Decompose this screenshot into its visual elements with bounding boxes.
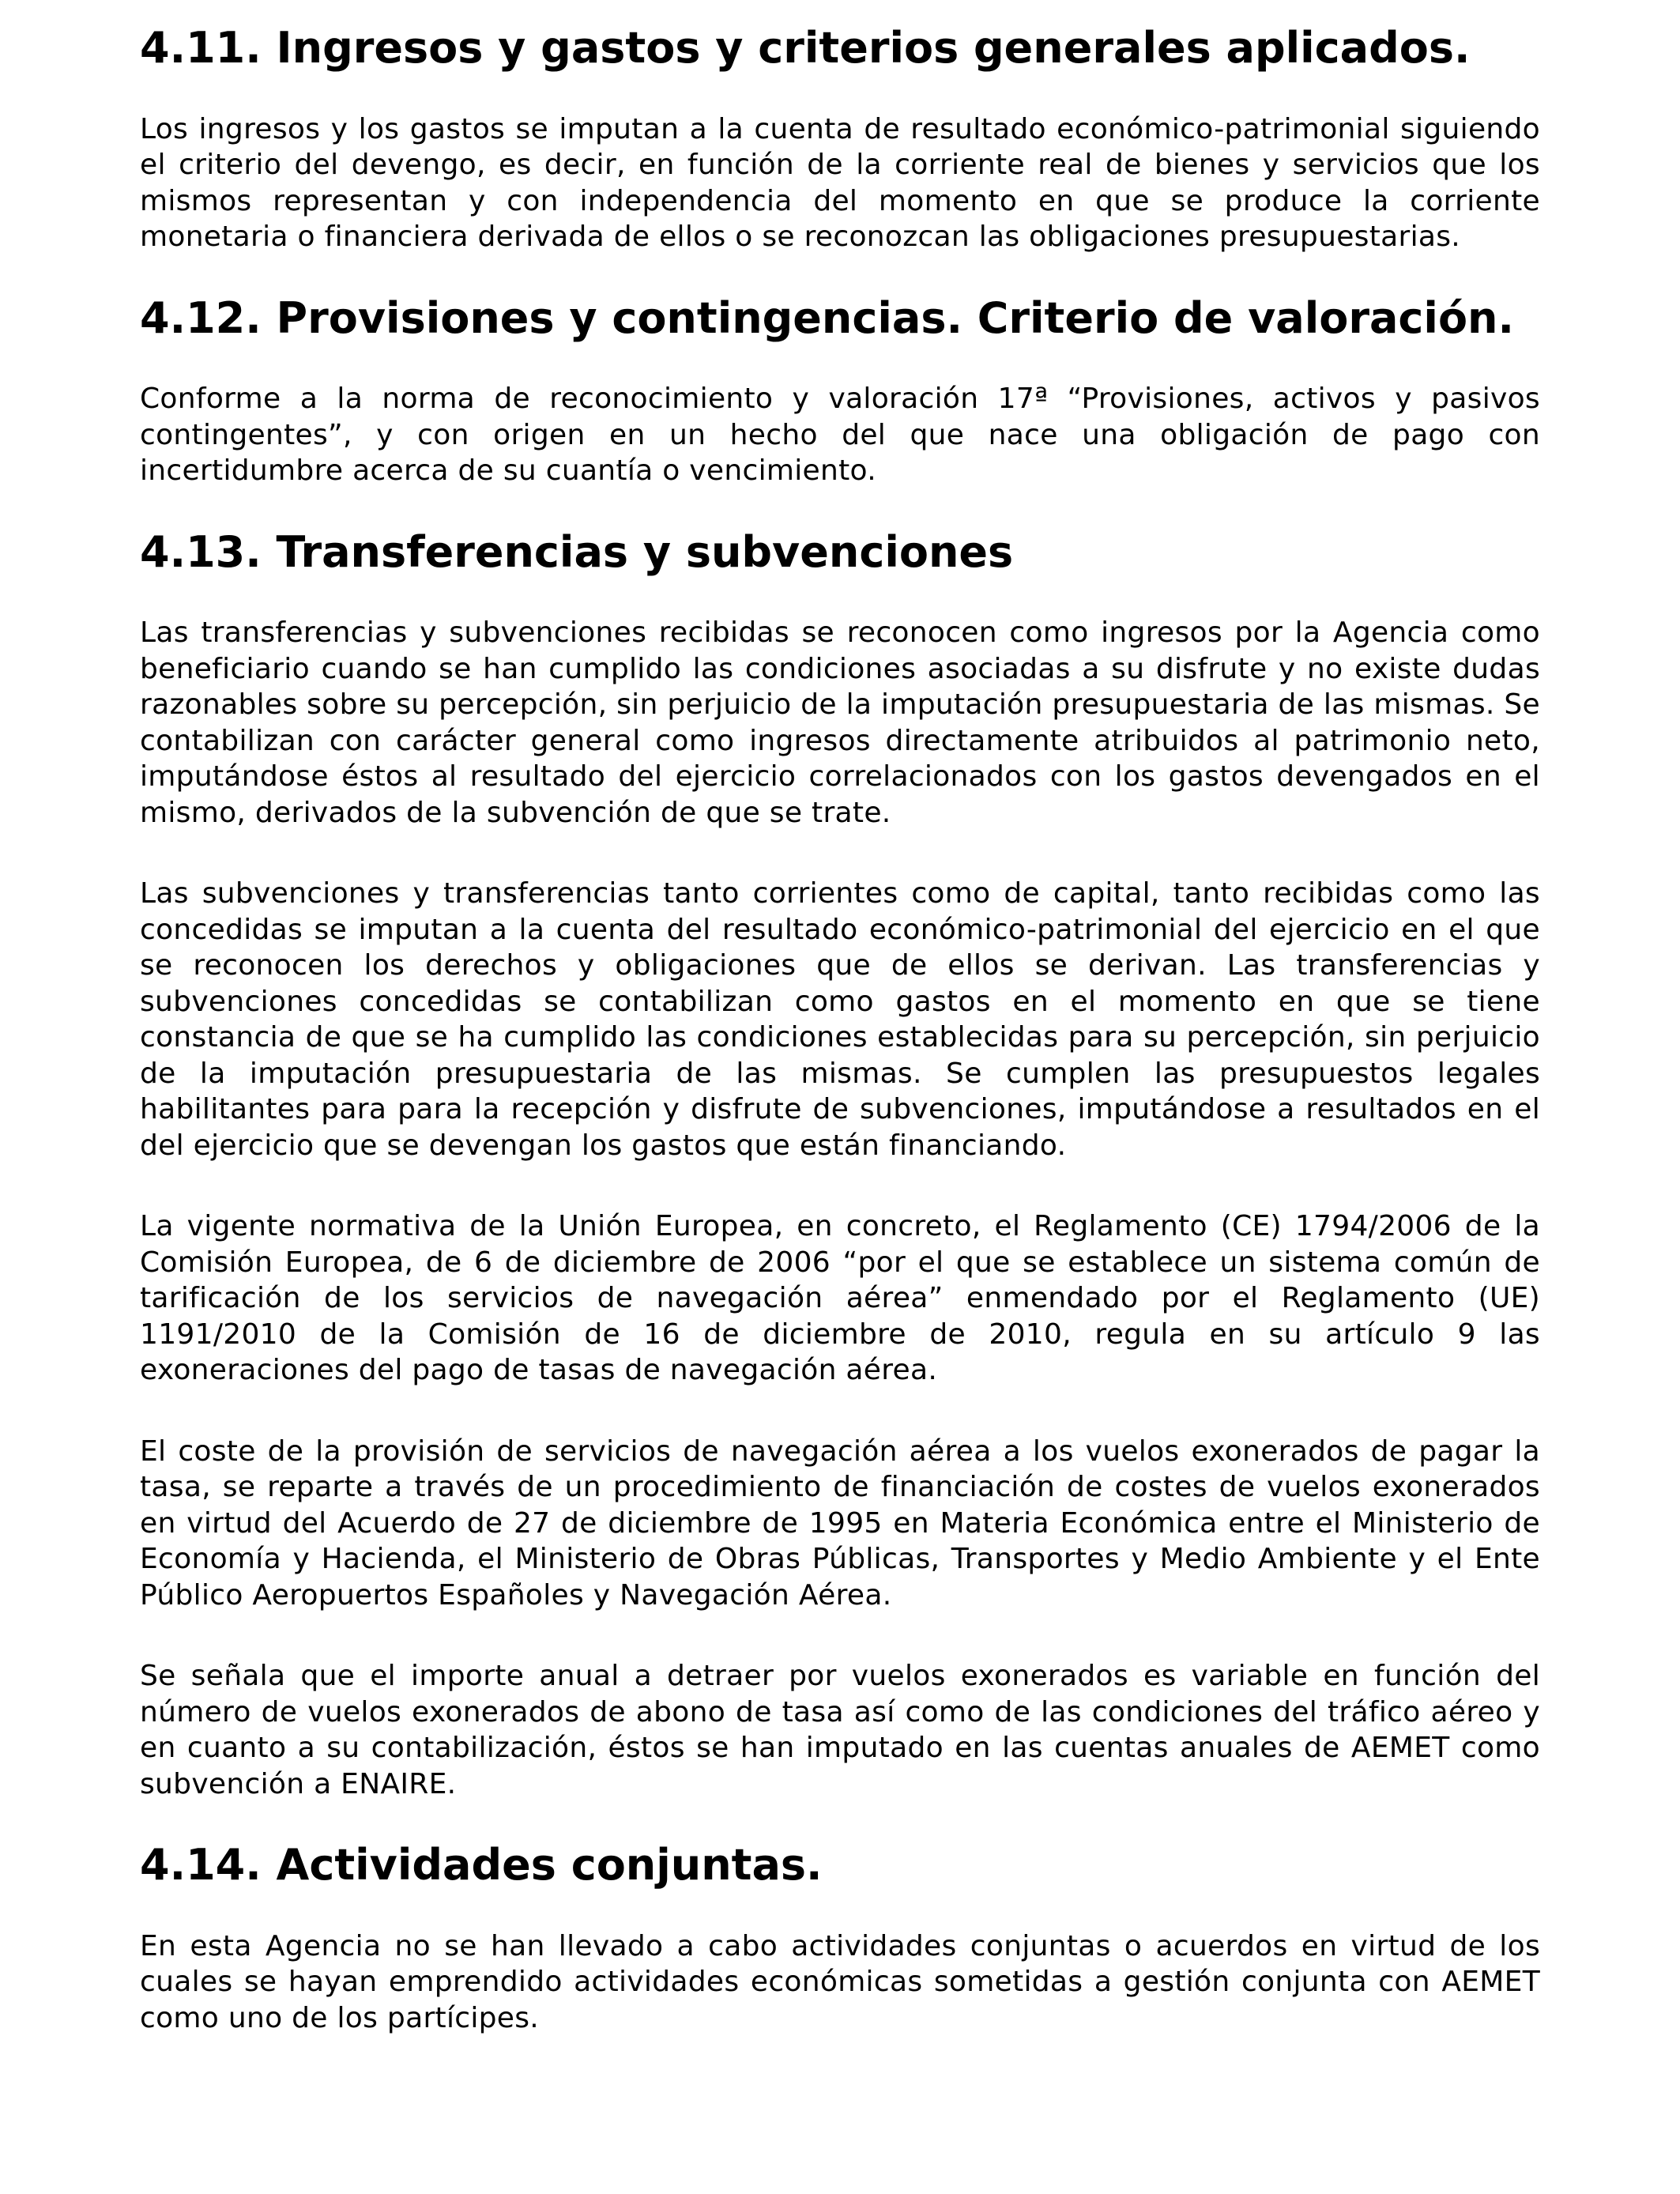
section-heading-4-14: 4.14. Actividades conjuntas. [140, 1840, 823, 1890]
paragraph-4-11-1: Los ingresos y los gastos se imputan a la cuenta de resultado económico-patrimonial siguiendo el criterio del devengo, es decir, en función de la corriente real de bienes y servicios que los mismos representan y con independencia del momento en que se produce la corriente monetaria o financiera derivada de ellos o se reconozcan las obligaciones presupuestarias. [140, 112, 1540, 253]
document-page [140, 23, 1540, 2036]
paragraph-4-12-1: Conforme a la norma de reconocimiento y valoración 17ª “Provisiones, activos y pasivos contingentes”, y con origen en un hecho del que nace una obligación de pago con incertidumbre acerca de su cuantía o vencimiento. [140, 383, 1540, 487]
paragraph-4-13-4: El coste de la provisión de servicios de navegación aérea a los vuelos exonerados de pagar la tasa, se reparte a través de un procedimiento de financiación de costes de vuelos exonerados en virtud del Acuerdo de 27 de diciembre de 1995 en Materia Económica entre el Ministerio de Economía y Hacienda, el Ministerio de Obras Públicas, Transportes y Medio Ambiente y el Ente Público Aeropuertos Españoles y Navegación Aérea. [140, 1434, 1540, 1612]
paragraph-4-13-3: La vigente normativa de la Unión Europea, en concreto, el Reglamento (CE) 1794/2006 de la Comisión Europea, de 6 de diciembre de 2006 “por el que se establece un sistema común de tarificación de los servicios de navegación aérea” enmendado por el Reglamento (UE) 1191/2010 de la Comisión de 16 de diciembre de 2010, regula en su artículo 9 las exoneraciones del pago de tasas de navegación aérea. [140, 1210, 1540, 1386]
paragraph-4-14-1: En esta Agencia no se han llevado a cabo actividades conjuntas o acuerdos en virtud de los cuales se hayan emprendido actividades económicas sometidas a gestión conjunta con AEMET como uno de los partícipes. [140, 1929, 1540, 2034]
section-heading-4-13: 4.13. Transferencias y subvenciones [140, 526, 1014, 577]
paragraph-4-13-5: Se señala que el importe anual a detraer por vuelos exonerados es variable en función del número de vuelos exonerados de abono de tasa así como de las condiciones del tráfico aéreo y en cuanto a su contabilización, éstos se han imputado en las cuentas anuales de AEMET como subvención a ENAIRE. [140, 1660, 1540, 1800]
paragraph-4-13-2: Las subvenciones y transferencias tanto corrientes como de capital, tanto recibidas como las concedidas se imputan a la cuenta del resultado económico-patrimonial del ejercicio en el que se reconocen los derechos y obligaciones que de ellos se derivan. Las transferencias y subvenciones concedidas se contabilizan como gastos en el momento en que se tiene constancia de que se ha cumplido las condiciones establecidas para su percepción, sin perjuicio de la imputación presupuestaria de las mismas. Se cumplen las presupuestos legales habilitantes para para la recepción y disfrute de subvenciones, imputándose a resultados en el del ejercicio que se devengan los gastos que están financiando. [140, 877, 1540, 1162]
section-heading-4-11: 4.11. Ingresos y gastos y criterios generales aplicados. [140, 23, 1471, 73]
section-heading-4-12: 4.12. Provisiones y contingencias. Criterio de valoración. [140, 292, 1514, 343]
paragraph-4-13-1: Las transferencias y subvenciones recibidas se reconocen como ingresos por la Agencia como beneficiario cuando se han cumplido las condiciones asociadas a su disfrute y no existe dudas razonables sobre su percepción, sin perjuicio de la imputación presupuestaria de las mismas. Se contabilizan con carácter general como ingresos directamente atribuidos al patrimonio neto, imputándose éstos al resultado del ejercicio correlacionados con los gastos devengados en el mismo, derivados de la subvención de que se trate. [140, 616, 1540, 829]
